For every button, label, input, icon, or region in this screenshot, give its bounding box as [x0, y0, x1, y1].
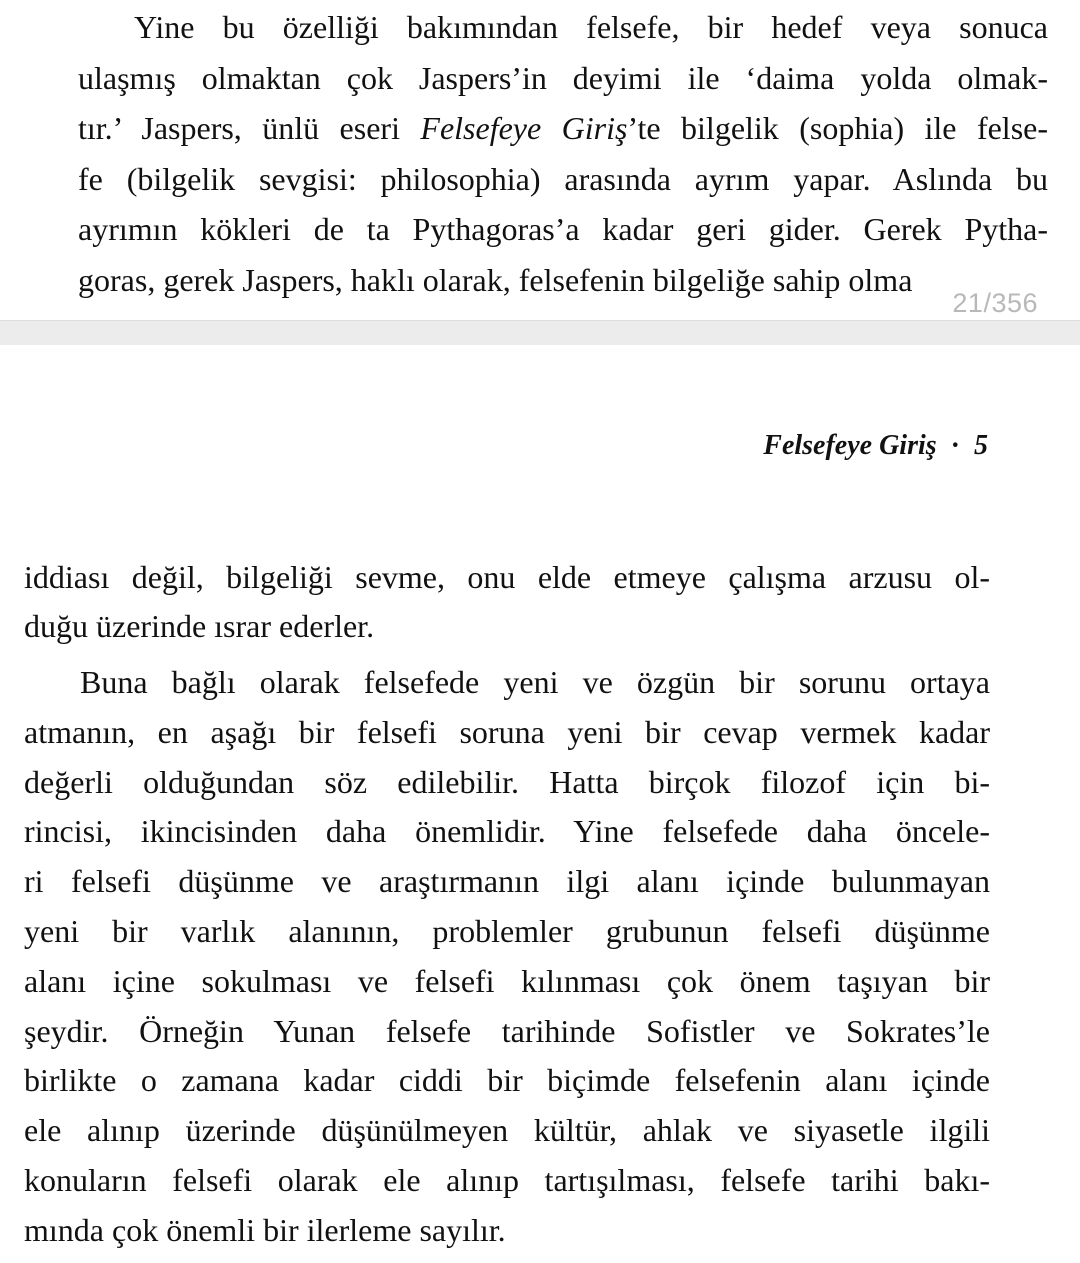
text-line: ele alınıp üzerinde düşünülmeyen kültür, ahlak ve siyasetle ilgili [24, 1112, 990, 1149]
text-line: Buna bağlı olarak felsefede yeni ve özgün bir sorunu ortaya [80, 664, 990, 700]
text-line: yeni bir varlık alanının, problemler grubunun felsefi düşünme [24, 912, 990, 949]
text-line: ri felsefi düşünme ve araştırmanın ilgi alanı içinde bulunmayan [24, 863, 990, 900]
running-header-page-number: 5 [974, 430, 988, 461]
text-line: duğu üzerinde ısrar ederler. [24, 608, 375, 644]
text-line-with-title [78, 103, 1048, 154]
text-line: atmanın, en aşağı bir felsefi soruna yeni bir cevap vermek kadar [24, 713, 990, 750]
text-line: şeydir. Örneğin Yunan felsefe tarihinde Sofistler ve Sokrates’le [24, 1012, 990, 1049]
text-line: rincisi, ikincisinden daha önemlidir. Yine felsefede daha öncele- [24, 813, 990, 850]
previous-page-paragraph [78, 2, 1048, 305]
text-line: alanı içine sokulması ve felsefi kılınması çok önem taşıyan bir [24, 962, 990, 999]
text-line: değerli olduğundan söz edilebilir. Hatta birçok filozof için bi- [24, 763, 990, 800]
page-divider [0, 320, 1080, 346]
text-line: ayrımın kökleri de ta Pythagoras’a kadar geri gider. Gerek Pytha- [78, 211, 1048, 247]
running-header-title: Felsefeye Giriş [763, 430, 937, 461]
text-line: birlikte o zamana kadar ciddi bir biçimde felsefenin alanı içinde [24, 1062, 990, 1099]
page-counter: 21/356 [952, 288, 1038, 318]
text-line: konuların felsefi olarak ele alınıp tartışılması, felsefe tarihi bakı- [24, 1161, 990, 1198]
book-title-italic: Felsefeye Giriş [420, 110, 628, 146]
text-line: goras, gerek Jaspers, haklı olarak, felsefenin bilgeliğe sahip olma [78, 261, 913, 298]
paragraph-continuation [24, 553, 990, 651]
current-page-view [0, 345, 1080, 1263]
text-line: fe (bilgelik sevgisi: philosophia) arasında ayrım yapar. Aslında bu [78, 160, 1048, 197]
paragraph-main [24, 658, 990, 1256]
text-line: Yine bu özelliği bakımından felsefe, bir hedef veya sonuca [134, 9, 1048, 45]
text-fragment: ’te bilgelik (sophia) ile felse- [627, 110, 1049, 146]
text-line: ulaşmış olmaktan çok Jaspers’in deyimi ile ‘daima yolda olmak- [78, 59, 1048, 96]
running-header-separator: · [950, 430, 960, 461]
previous-page-view [0, 0, 1080, 320]
running-header [763, 430, 988, 462]
text-fragment: tır.’ Jaspers, ünlü eseri [78, 110, 400, 146]
text-line: iddiası değil, bilgeliği sevme, onu elde etmeye çalışma arzusu ol- [24, 559, 990, 595]
text-line: mında çok önemli bir ilerleme sayılır. [24, 1211, 506, 1248]
